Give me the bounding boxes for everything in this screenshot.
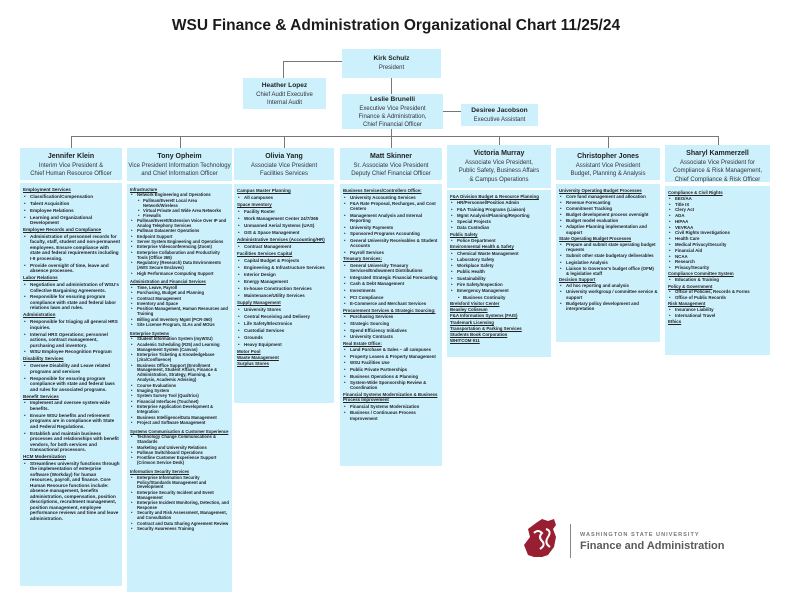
leader-title: Chief Human Resource Officer bbox=[30, 171, 112, 178]
list-item: • Life Safety/Electronics bbox=[237, 321, 332, 326]
audit-box bbox=[243, 78, 326, 109]
list-item: • Enterprise Application Development & Integration bbox=[130, 405, 230, 415]
list-item: • Management Analysis and Internal Reporting bbox=[343, 213, 440, 224]
responsibilities-box bbox=[127, 184, 232, 592]
list-item: • In-house Construction Services bbox=[237, 286, 332, 291]
wsu-finance-logo bbox=[520, 515, 750, 563]
leader-name: Matt Skinner bbox=[369, 153, 412, 160]
list-item: • System-Wide Sponsorship Review & Coordination bbox=[343, 380, 440, 391]
section-heading: Information Security Services bbox=[130, 469, 190, 475]
list-item: • Data Custodian bbox=[450, 225, 549, 230]
responsibilities-box bbox=[447, 190, 551, 357]
list-item: • Billing and Inventory Mgmt (PCR-360) bbox=[130, 318, 230, 323]
list-item: • Contract and Data Sharing Agreement Review bbox=[130, 522, 230, 527]
section-heading: University Operating Budget Processes bbox=[559, 188, 642, 193]
connector bbox=[391, 78, 392, 94]
list-item: • Enterprise Videoconferencing (Zoom) bbox=[130, 245, 230, 250]
assistant-box bbox=[461, 104, 538, 126]
list-item: • Engineering & Infrastructure Services bbox=[237, 265, 332, 270]
list-item: • Server System Engineering and Operations bbox=[130, 240, 230, 245]
section-heading: Business Services/Controllers Office: bbox=[343, 188, 422, 193]
list-item: • Budgetary policy development and interpretation bbox=[559, 301, 658, 312]
section-heading: Brelsford Visitor Center bbox=[450, 300, 500, 306]
list-item: • Implement and oversee system-wide benefits. bbox=[23, 400, 120, 411]
list-item: • Site License Program, SLAs and MOUs bbox=[130, 323, 230, 328]
list-item: • Public Private Partnerships bbox=[343, 367, 440, 372]
leader-name: Olivia Yang bbox=[265, 153, 303, 160]
list-item: • Imaging System bbox=[130, 389, 230, 394]
leader-title: Assistant Vice President bbox=[575, 162, 641, 169]
section-heading: Systems Communication & Customer Experience bbox=[130, 428, 229, 434]
leader-title: Deputy Chief Financial Officer bbox=[351, 171, 431, 178]
list-item: • Academic Scheduling (R25) and Learning Management System (Canvas) bbox=[130, 343, 230, 353]
assistant-title: Executive Assistant bbox=[473, 116, 526, 123]
list-item: • Business Office Support (Enrollment Management, Student Affairs, Finance & Administration, Strategy, Planning, & Analysis, Academic Advising) bbox=[130, 364, 230, 384]
list-item: • System Survey Tool (Qualtrics) bbox=[130, 394, 230, 399]
responsibilities-box bbox=[340, 184, 442, 466]
sub-list-item: • Pullman/Everett Local Area Network/Wireless bbox=[130, 199, 230, 209]
list-item: • Custodial Services bbox=[237, 328, 332, 333]
president-title: President bbox=[378, 64, 405, 71]
list-item: • Ad hoc reporting and analysis bbox=[559, 283, 658, 288]
list-item: • Business Intelligence/Data Management bbox=[130, 416, 230, 421]
section-heading: Trademark Licensing bbox=[450, 319, 494, 325]
list-item: • Special Projects bbox=[450, 219, 549, 224]
list-item: • Project and Software Management bbox=[130, 421, 230, 426]
list-item: • Energy Management bbox=[237, 279, 332, 284]
list-item: • Office of Public Records bbox=[668, 295, 768, 300]
list-item: • Police Department bbox=[450, 238, 549, 243]
list-item: • University Accounting Services bbox=[343, 195, 440, 200]
section-heading: Students Book Corporation bbox=[450, 332, 508, 338]
list-item: • Budget development process oversight bbox=[559, 212, 658, 217]
list-item: • Office of Policies, Records & Forms bbox=[668, 289, 768, 294]
list-item: • Work Management Center 24/7/365 bbox=[237, 216, 332, 221]
list-item: • Emergency Management bbox=[450, 288, 549, 293]
connector bbox=[283, 61, 284, 78]
leader-name: Christopher Jones bbox=[577, 153, 639, 160]
list-item: • Student Information System (myWSU) bbox=[130, 337, 230, 342]
list-item: • HR/Personnel/Position Admin bbox=[450, 200, 549, 205]
leader-title: Vice President Information Technology bbox=[128, 162, 231, 169]
leader-box bbox=[665, 145, 770, 182]
section-heading: Administration and Financial Services bbox=[130, 279, 206, 285]
list-item: • Negotiation and administration of WSU's Collective Bargaining Agreements. bbox=[23, 282, 120, 293]
list-item: • Sponsored Programs Accounting bbox=[343, 231, 440, 236]
leader-name: Sharyl Kammerzell bbox=[686, 150, 749, 157]
list-item: • Business / Continuous Process Improvement bbox=[343, 410, 440, 421]
list-item: • Strategic Sourcing bbox=[343, 321, 440, 326]
list-item: • Education & Training bbox=[668, 277, 768, 282]
list-item: • Research bbox=[668, 259, 768, 264]
list-item: • Capital Budget & Projects bbox=[237, 258, 332, 263]
list-item: • Inventory and Space bbox=[130, 302, 230, 307]
leader-title: Interim Vice President & bbox=[38, 162, 104, 169]
list-item: • Pullman Datacenter Operations bbox=[130, 229, 230, 234]
list-item: • General University Receivables & Student Accounts bbox=[343, 238, 440, 249]
list-item: • Spend Efficiency Initiatives bbox=[343, 328, 440, 333]
list-item: • Land Purchase & Sales – all campuses bbox=[343, 347, 440, 352]
list-item: • Property Leases & Property Management bbox=[343, 354, 440, 359]
section-heading: Supply Management bbox=[237, 299, 281, 305]
list-item: • Talent Acquisition bbox=[23, 201, 120, 207]
leader-title: Public Safety, Business Affairs bbox=[458, 168, 540, 175]
evp-box bbox=[342, 94, 443, 129]
evp-title-2: Finance & Administration, bbox=[358, 113, 427, 120]
section-heading: Motor Pool bbox=[237, 348, 261, 354]
list-item: • Financial Systems Modernization bbox=[343, 404, 440, 409]
section-heading: Treasury Services: bbox=[343, 256, 383, 262]
section-heading: Beasley Coliseum bbox=[450, 307, 488, 313]
list-item: • Workplace Safety bbox=[450, 263, 549, 268]
list-item: • Administration of personnel records for faculty, staff, student and non-permanent employees. Ensure compliance with state and federal requirements including I-9 processing. bbox=[23, 234, 120, 262]
list-item: • EEO/AA bbox=[668, 196, 768, 201]
connector bbox=[499, 136, 500, 145]
list-item: • Business Operations & Planning bbox=[343, 374, 440, 379]
list-item: • Health Care bbox=[668, 236, 768, 241]
list-item: • Ensure WSU benefits and retirement programs are in compliance with State and Federal Regulations. bbox=[23, 413, 120, 430]
connector bbox=[391, 129, 392, 136]
connector bbox=[71, 136, 72, 148]
audit-title-1: Chief Audit Executive bbox=[256, 91, 313, 98]
list-item: • Employee Relations bbox=[23, 208, 120, 214]
list-item: • Revenue Forecasting bbox=[559, 200, 658, 205]
list-item: • Liaison to Governor's budget office (OFM) & legislative staff bbox=[559, 266, 658, 277]
list-item: • PCI Compliance bbox=[343, 295, 440, 300]
evp-name: Leslie Brunelli bbox=[369, 96, 416, 103]
list-item: • Clery Act bbox=[668, 207, 768, 212]
list-item: • Position Management, Human Resources and Training bbox=[130, 307, 230, 317]
leader-name: Jennifer Klein bbox=[47, 153, 95, 160]
list-item: • Enterprise Collaboration and Productivity Tools (Office 365) bbox=[130, 251, 230, 261]
section-heading: WHITCOM 911 bbox=[450, 338, 480, 344]
connector bbox=[391, 136, 392, 148]
list-item: • Facility Roster bbox=[237, 209, 332, 214]
list-item: • Privacy/Security bbox=[668, 265, 768, 270]
audit-title-2: Internal Audit bbox=[266, 99, 303, 106]
evp-title-1: Executive Vice President bbox=[359, 105, 426, 112]
connector bbox=[443, 111, 461, 112]
list-item: • University Stores bbox=[237, 307, 332, 312]
sub-list-item: • Firewalls bbox=[130, 214, 230, 219]
connector bbox=[718, 136, 719, 145]
connector bbox=[283, 61, 342, 62]
list-item: • Grounds bbox=[237, 335, 332, 340]
list-item: • Regulatory (Research) Data Environments (AWS Secure Enclaves) bbox=[130, 261, 230, 271]
list-item: • Fire Safety/Inspection bbox=[450, 282, 549, 287]
list-item: • Budget model evaluation bbox=[559, 218, 658, 223]
logo-university: WASHINGTON STATE UNIVERSITY bbox=[580, 532, 700, 538]
section-heading: State Operating Budget Processes bbox=[559, 236, 632, 242]
list-item: • Financial Aid bbox=[668, 248, 768, 253]
list-item: • Contract Management bbox=[237, 244, 332, 249]
section-heading: Employee Records and Compliance bbox=[23, 226, 102, 232]
connector bbox=[284, 136, 285, 148]
list-item: • Endpoint Support bbox=[130, 235, 230, 240]
list-item: • GIS & Space Management bbox=[237, 230, 332, 235]
section-heading: Ethics bbox=[668, 319, 682, 325]
responsibilities-box bbox=[556, 184, 660, 342]
leader-box bbox=[20, 148, 122, 180]
sub-list-item: • Business Continuity bbox=[450, 295, 549, 300]
responsibilities-box bbox=[665, 186, 770, 355]
list-item: • Enterprise Information Security Policy/Standards Management and Development bbox=[130, 476, 230, 491]
leader-box bbox=[556, 148, 660, 180]
section-heading: Benefit Services bbox=[23, 393, 59, 399]
list-item: • VEVRAA bbox=[668, 225, 768, 230]
leader-title: Associate Vice President for bbox=[680, 159, 755, 166]
logo-unit: Finance and Administration bbox=[580, 540, 725, 552]
section-heading: Risk Management bbox=[668, 301, 706, 307]
list-item: • Investments bbox=[343, 288, 440, 293]
assistant-name: Desiree Jacobson bbox=[471, 107, 528, 114]
list-item: • Chemical Waste Management bbox=[450, 251, 549, 256]
section-heading: Compliance Committee System bbox=[668, 271, 734, 277]
responsibilities-box bbox=[234, 184, 334, 403]
list-item: • Time, Leave, Payroll bbox=[130, 286, 230, 291]
connector bbox=[180, 136, 181, 148]
list-item: • Laboratory Safety bbox=[450, 257, 549, 262]
list-item: • Interior Design bbox=[237, 272, 332, 277]
section-heading: Enterprise Systems bbox=[130, 331, 170, 337]
list-item: • Adaptive Planning implementation and support bbox=[559, 224, 658, 235]
responsibilities-box bbox=[20, 183, 122, 586]
list-item: • HIPAA bbox=[668, 219, 768, 224]
leader-title: Sr. Associate Vice President bbox=[353, 162, 429, 169]
list-item: • Title IX bbox=[668, 202, 768, 207]
section-heading: Environmental Health & Safety bbox=[450, 244, 514, 250]
leader-title: Compliance & Risk Management, bbox=[672, 168, 763, 175]
list-item: • Purchasing Services bbox=[343, 314, 440, 319]
list-item: • WSU Employee Recognition Program bbox=[23, 349, 120, 355]
list-item: • Learning and Organizational Development bbox=[23, 215, 120, 226]
leader-box bbox=[127, 148, 232, 181]
leader-title: Associate Vice President bbox=[250, 162, 318, 169]
list-item: • Streamlines university functions through the implementation of enterprise software (Workday) for human resources, payroll, and finance. Core Human Resource functions include: absence management, benefits administration, compensation, position descriptions, recruitment management, position management, employee performance reviews and time and leave administration. bbox=[23, 461, 120, 522]
audit-name: Heather Lopez bbox=[261, 82, 308, 89]
section-heading: Facilities Services Capital bbox=[237, 250, 293, 256]
leader-box bbox=[340, 148, 442, 180]
list-item: • Purchasing, Budget and Planning bbox=[130, 291, 230, 296]
president-name: Kirk Schulz bbox=[373, 55, 410, 62]
leader-name: Tony Opheim bbox=[157, 153, 202, 160]
section-heading: Financial Systems Modernization & Business Process Improvement bbox=[343, 392, 438, 403]
list-item: • ADA bbox=[668, 213, 768, 218]
list-item: • Network Engineering and Operations bbox=[130, 193, 230, 198]
leader-box bbox=[234, 148, 334, 180]
list-item: • Unmanned Aerial Systems (UAS) bbox=[237, 223, 332, 228]
section-heading: Space Inventory bbox=[237, 201, 272, 207]
list-item: • Mgmt Analysis/Planning/Reporting bbox=[450, 213, 549, 218]
list-item: • Pullman Switchboard Operations bbox=[130, 451, 230, 456]
list-item: • Course Evaluations bbox=[130, 384, 230, 389]
list-item: • E-Commerce and Merchant Services bbox=[343, 301, 440, 306]
section-heading: Employment Services bbox=[23, 187, 71, 192]
list-item: • Civil Rights Investigations bbox=[668, 230, 768, 235]
president-box bbox=[342, 49, 441, 78]
list-item: • Pullman/Everett/Extension Voice Over IP and Analog Telephony Services bbox=[130, 219, 230, 229]
leader-title: & Campus Operations bbox=[469, 176, 529, 183]
leader-title: and Chief Information Officer bbox=[141, 171, 218, 178]
list-item: • Responsible for ensuring program compliance with state and federal labor relations laws and rules. bbox=[23, 294, 120, 311]
evp-title-3: Chief Financial Officer bbox=[363, 122, 422, 129]
list-item: • General University Treasury Services/Endowment Distributions bbox=[343, 263, 440, 274]
section-heading: Decision Support bbox=[559, 277, 596, 283]
section-heading: Compliance & Civil Rights bbox=[668, 190, 723, 195]
list-item: • Enterprise Incident Monitoring, Detection, and Response bbox=[130, 501, 230, 511]
leader-box bbox=[447, 145, 551, 188]
list-item: • F&A Training Programs (Liaison) bbox=[450, 207, 549, 212]
list-item: • Enterprise Security Incident and Event Management bbox=[130, 491, 230, 501]
list-item: • Payroll Services bbox=[343, 250, 440, 255]
list-item: • Technology Change Communications & Standards bbox=[130, 435, 230, 445]
section-heading: Policy & Government bbox=[668, 283, 713, 289]
leader-name: Victoria Murray bbox=[473, 150, 525, 157]
list-item: • Sustainability bbox=[450, 276, 549, 281]
section-heading: Administration bbox=[23, 312, 56, 318]
sub-list-item: • Virtual Private and Wide Area Networks bbox=[130, 209, 230, 214]
list-item: • Public Health bbox=[450, 269, 549, 274]
leader-title: Associate Vice President, bbox=[465, 159, 533, 166]
section-heading: Campus Master Planning bbox=[237, 188, 291, 193]
list-item: • Submit other state budgetary deliverables bbox=[559, 253, 658, 258]
list-item: • Establish and maintain business processes and relationships with benefit vendors, for both services and transactional processors. bbox=[23, 431, 120, 453]
list-item: • Core fund management and allocation bbox=[559, 194, 658, 199]
chart-title: WSU Finance & Administration Organizational Chart 11/25/24 bbox=[171, 17, 621, 34]
list-item: • Integrated Strategic Financial Forecasting bbox=[343, 275, 440, 280]
list-item: • University workgroup / committee service & support bbox=[559, 289, 658, 300]
list-item: • Enterprise Ticketing & Knowledgebase (Jira/Confluence) bbox=[130, 353, 230, 363]
list-item: • High Performance Computing Support bbox=[130, 272, 230, 277]
list-item: • International Travel bbox=[668, 313, 768, 318]
leader-title: Facilities Services bbox=[259, 171, 308, 178]
list-item: • F&A Rate Proposal, Recharges, and Cost Centers bbox=[343, 201, 440, 212]
leader-title: Budget, Planning & Analysis bbox=[570, 171, 646, 178]
list-item: • Cash & Debt Management bbox=[343, 281, 440, 286]
list-item: • Responsible for triaging all general HRS inquiries. bbox=[23, 319, 120, 330]
section-heading: Procurement Services & Strategic Sourcing: bbox=[343, 307, 436, 313]
list-item: • Classification/Compensation bbox=[23, 194, 120, 200]
list-item: • Legislative Analysis bbox=[559, 260, 658, 265]
section-heading: Real Estate Office: bbox=[343, 340, 382, 346]
leader-title: Chief Compliance & Risk Officer bbox=[674, 176, 761, 183]
list-item: • Insurance Liability bbox=[668, 307, 768, 312]
list-item: • All campuses bbox=[237, 195, 332, 200]
section-heading: Surplus Stores bbox=[237, 361, 270, 367]
section-heading: Labor Relations bbox=[23, 275, 58, 281]
cougar-head-icon bbox=[520, 515, 750, 563]
connector bbox=[71, 136, 718, 137]
section-heading: Public Safety bbox=[450, 231, 478, 237]
section-heading: Disability Services bbox=[23, 356, 64, 362]
list-item: • Medical Privacy/Security bbox=[668, 242, 768, 247]
list-item: • University Contracts bbox=[343, 334, 440, 339]
section-heading: F&A Division Budget & Resource Planning bbox=[450, 194, 539, 199]
section-heading: HCM Modernization bbox=[23, 454, 66, 460]
section-heading: Transportation & Parking Services bbox=[450, 325, 522, 331]
section-heading: F&A Information Systems (FAIS) bbox=[450, 313, 518, 319]
list-item: • Security Awareness Training bbox=[130, 527, 230, 532]
section-heading: Waste Management bbox=[237, 355, 279, 361]
list-item: • Financial Interfaces (Touchnet) bbox=[130, 400, 230, 405]
list-item: • WSU Facilities Use bbox=[343, 360, 440, 365]
list-item: • Provide oversight of time, leave and absence processes. bbox=[23, 263, 120, 274]
list-item: • Heavy Equipment bbox=[237, 342, 332, 347]
list-item: • Internal HRS Operations; personnel actions, contract management, purchasing and inventory. bbox=[23, 332, 120, 349]
list-item: • Central Receiving and Delivery bbox=[237, 314, 332, 319]
list-item: • Security and Risk Assessment, Management, and Consultation bbox=[130, 511, 230, 521]
list-item: • Frontline Customer Experience Support (Crimson Service Desk) bbox=[130, 456, 230, 466]
list-item: • University Payments bbox=[343, 225, 440, 230]
section-heading: Infrastructure bbox=[130, 187, 158, 192]
connector bbox=[608, 136, 609, 148]
list-item: • NCAA bbox=[668, 254, 768, 259]
list-item: • Maintenance/Utility Services bbox=[237, 293, 332, 298]
list-item: • Marketing and University Relations bbox=[130, 446, 230, 451]
section-heading: Administrative Services (Accounting/HR) bbox=[237, 236, 325, 242]
list-item: • Responsible for ensuring program compliance with state and federal laws and rules for associated programs. bbox=[23, 376, 120, 393]
list-item: • Oversee Disability and Leave related programs and services bbox=[23, 363, 120, 374]
list-item: • Prepare and submit state operating budget requests bbox=[559, 242, 658, 253]
list-item: • Contract Management bbox=[130, 297, 230, 302]
list-item: • Commitment Tracking bbox=[559, 206, 658, 211]
